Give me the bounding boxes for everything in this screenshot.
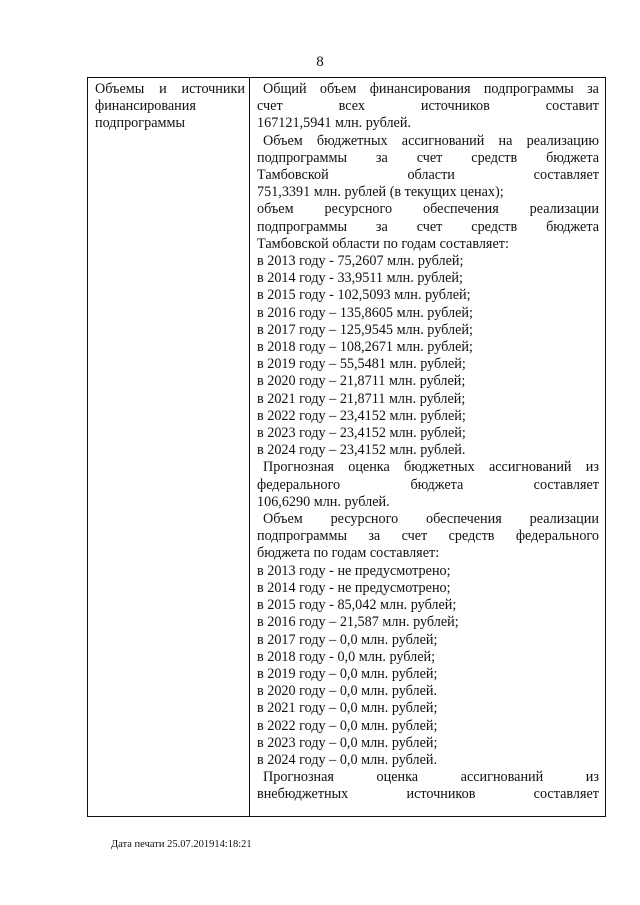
word: бюджета <box>546 218 599 235</box>
word: реализации <box>529 511 599 528</box>
word: оценка <box>376 769 419 786</box>
word: за <box>368 528 381 545</box>
justified-line <box>257 477 599 494</box>
label-cell <box>88 78 250 816</box>
word: счет <box>416 218 443 235</box>
word: объем <box>319 81 357 97</box>
word: подпрограммы <box>483 81 574 97</box>
word: подпрограммы <box>257 218 347 235</box>
word: федерального <box>515 528 599 545</box>
page-number: 8 <box>316 54 324 70</box>
justified-line <box>257 167 599 184</box>
label-word: источники <box>181 81 245 97</box>
text-line: в 2014 году - не предусмотрено; <box>257 579 451 596</box>
word: федерального <box>257 476 341 493</box>
word: Объем <box>263 132 303 149</box>
text-line: в 2023 году – 0,0 млн. рублей; <box>257 734 438 751</box>
text-line: 106,6290 млн. рублей. <box>257 493 390 510</box>
word: Прогнозная <box>263 459 334 476</box>
label-line: финансирования <box>95 98 196 115</box>
text-line: в 2013 году - 75,2607 млн. рублей; <box>257 253 464 270</box>
justified-line <box>257 786 599 803</box>
text-line: в 2023 году – 23,4152 млн. рублей; <box>257 425 466 442</box>
word: счет <box>401 528 428 545</box>
label-line: подпрограммы <box>95 115 185 132</box>
word: составляет <box>533 167 599 184</box>
label-line <box>95 81 245 98</box>
text-line: в 2018 году - 0,0 млн. рублей; <box>257 648 436 665</box>
word: за <box>375 149 388 166</box>
word: области <box>407 167 455 184</box>
label-word: Объемы <box>95 81 145 97</box>
word: ресурсного <box>324 201 393 218</box>
text-line: в 2013 году - не предусмотрено; <box>257 562 451 579</box>
text-line: в 2015 году - 85,042 млн. рублей; <box>257 597 457 614</box>
text-line: в 2022 году – 23,4152 млн. рублей; <box>257 407 466 424</box>
word: ассигнований <box>401 132 485 149</box>
word: бюджета <box>546 149 599 166</box>
word: источников <box>406 786 476 803</box>
text-line: в 2017 году – 125,9545 млн. рублей; <box>257 321 473 338</box>
word: счет <box>416 149 443 166</box>
word: подпрограммы <box>257 528 347 545</box>
word: ассигнований <box>460 769 544 786</box>
program-passport-table <box>87 77 606 817</box>
text-line: в 2020 году – 21,8711 млн. рублей; <box>257 373 466 390</box>
word: обеспечения <box>422 201 499 218</box>
label-word: и <box>159 81 167 97</box>
text-line: в 2021 году – 21,8711 млн. рублей; <box>257 390 466 407</box>
text-line: в 2019 году – 55,5481 млн. рублей; <box>257 356 466 373</box>
justified-line <box>257 528 599 545</box>
word: из <box>585 769 599 786</box>
word: Прогнозная <box>263 769 334 786</box>
word: на <box>498 132 513 149</box>
text-line: в 2024 году – 0,0 млн. рублей. <box>257 751 438 768</box>
justified-line <box>257 769 599 786</box>
text-line: в 2014 году - 33,9511 млн. рублей; <box>257 270 463 287</box>
text-line: в 2016 году – 21,587 млн. рублей; <box>257 614 459 631</box>
word: объем <box>257 201 294 218</box>
word: счет <box>257 98 283 115</box>
justified-line <box>257 133 599 150</box>
word: средств <box>471 149 518 166</box>
text-line: в 2017 году – 0,0 млн. рублей; <box>257 631 438 648</box>
word: реализации <box>529 201 599 218</box>
word: бюджетных <box>404 459 475 476</box>
text-line: 751,3391 млн. рублей (в текущих ценах); <box>257 184 504 201</box>
word: обеспечения <box>426 511 502 528</box>
text-line: 167121,5941 млн. рублей. <box>257 115 411 132</box>
justified-line <box>257 201 599 218</box>
word: составит <box>545 98 599 115</box>
word: внебюджетных <box>257 786 349 803</box>
word: источников <box>420 98 490 115</box>
text-line: в 2016 году – 135,8605 млн. рублей; <box>257 304 473 321</box>
word: за <box>587 81 599 97</box>
word: средств <box>471 218 518 235</box>
financing-content-cell <box>250 78 605 816</box>
text-line: в 2020 году – 0,0 млн. рублей. <box>257 683 438 700</box>
justified-line <box>257 98 599 115</box>
justified-line <box>257 219 599 236</box>
word: составляет <box>533 786 599 803</box>
word: всех <box>338 98 365 115</box>
text-line: в 2022 году – 0,0 млн. рублей; <box>257 717 438 734</box>
word: подпрограммы <box>257 149 347 166</box>
word: финансирования <box>369 81 471 97</box>
text-line: в 2018 году – 108,2671 млн. рублей; <box>257 339 473 356</box>
word: Общий <box>263 81 307 97</box>
justified-line <box>257 81 599 98</box>
print-date: Дата печати 25.07.201914:18:21 <box>111 839 252 850</box>
justified-line <box>257 150 599 167</box>
text-line: бюджета по годам составляет: <box>257 545 440 562</box>
word: составляет <box>533 476 599 493</box>
word: Тамбовской <box>257 167 329 184</box>
word: из <box>585 459 599 476</box>
text-line: в 2024 году – 23,4152 млн. рублей. <box>257 442 466 459</box>
word: средств <box>448 528 495 545</box>
text-line: в 2021 году – 0,0 млн. рублей; <box>257 700 438 717</box>
word: реализацию <box>526 132 599 149</box>
word: ассигнований <box>488 459 572 476</box>
word: ресурсного <box>330 511 399 528</box>
word: бюджета <box>410 476 464 493</box>
justified-line <box>257 459 599 476</box>
word: Объем <box>263 511 303 528</box>
text-line: в 2019 году – 0,0 млн. рублей; <box>257 665 438 682</box>
text-line: в 2015 году - 102,5093 млн. рублей; <box>257 287 471 304</box>
word: оценка <box>348 459 390 476</box>
text-line: Тамбовской области по годам составляет: <box>257 235 509 252</box>
word: бюджетных <box>316 132 388 149</box>
justified-line <box>257 511 599 528</box>
word: за <box>375 218 388 235</box>
